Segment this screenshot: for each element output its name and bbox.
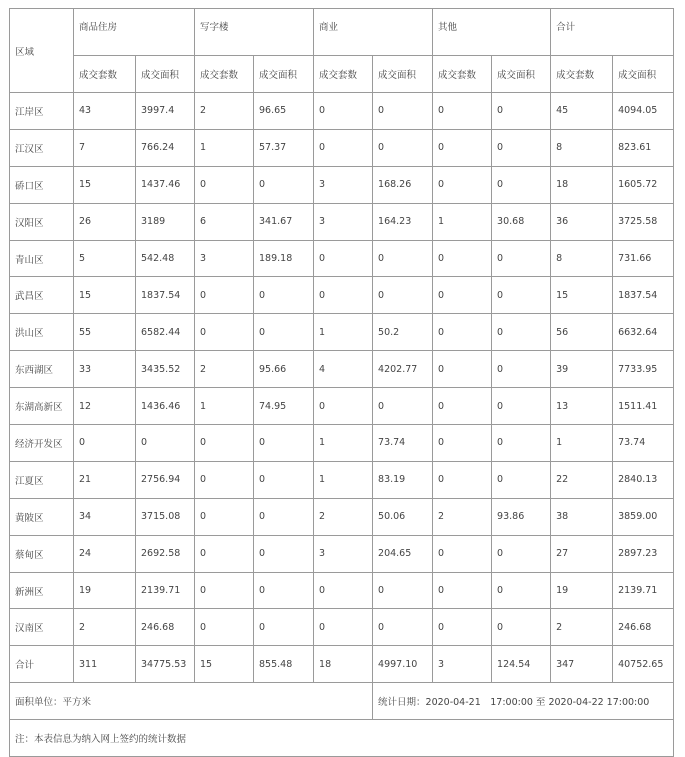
value-cell: 855.48 — [254, 646, 314, 683]
value-cell: 1837.54 — [136, 277, 195, 314]
value-cell: 3 — [433, 646, 492, 683]
value-cell: 22 — [551, 461, 613, 498]
value-cell: 0 — [136, 425, 195, 462]
value-cell: 0 — [492, 609, 551, 646]
value-cell: 246.68 — [613, 609, 674, 646]
value-cell: 15 — [74, 277, 136, 314]
value-cell: 15 — [74, 166, 136, 203]
value-cell: 4094.05 — [613, 93, 674, 130]
total-row — [10, 646, 674, 683]
value-cell: 0 — [195, 498, 254, 535]
value-cell: 0 — [433, 388, 492, 425]
value-cell: 0 — [373, 240, 433, 277]
value-cell: 0 — [195, 572, 254, 609]
value-cell: 3 — [314, 203, 373, 240]
value-cell: 0 — [492, 388, 551, 425]
value-cell: 0 — [195, 535, 254, 572]
value-cell: 3 — [314, 166, 373, 203]
table-row — [10, 314, 674, 351]
table-row — [10, 388, 674, 425]
value-cell: 2 — [74, 609, 136, 646]
value-cell: 0 — [373, 129, 433, 166]
value-cell: 0 — [254, 535, 314, 572]
value-cell: 246.68 — [136, 609, 195, 646]
value-cell: 0 — [254, 166, 314, 203]
value-cell: 0 — [254, 425, 314, 462]
value-cell: 2 — [551, 609, 613, 646]
value-cell: 0 — [195, 425, 254, 462]
value-cell: 43 — [74, 93, 136, 130]
value-cell: 0 — [254, 609, 314, 646]
value-cell: 21 — [74, 461, 136, 498]
value-cell: 93.86 — [492, 498, 551, 535]
value-cell: 3 — [195, 240, 254, 277]
value-cell: 0 — [314, 129, 373, 166]
value-cell: 0 — [254, 572, 314, 609]
value-cell: 0 — [314, 572, 373, 609]
value-cell: 5 — [74, 240, 136, 277]
header-sub-count: 成交套数 — [314, 56, 373, 93]
value-cell: 15 — [195, 646, 254, 683]
region-cell: 江夏区 — [10, 461, 74, 498]
value-cell: 3715.08 — [136, 498, 195, 535]
value-cell: 18 — [551, 166, 613, 203]
value-cell: 57.37 — [254, 129, 314, 166]
value-cell: 0 — [433, 461, 492, 498]
region-cell: 武昌区 — [10, 277, 74, 314]
value-cell: 0 — [254, 498, 314, 535]
header-sub-count: 成交套数 — [433, 56, 492, 93]
value-cell: 2 — [195, 351, 254, 388]
value-cell: 15 — [551, 277, 613, 314]
table-row — [10, 498, 674, 535]
value-cell: 0 — [492, 425, 551, 462]
region-cell: 汉阳区 — [10, 203, 74, 240]
value-cell: 7733.95 — [613, 351, 674, 388]
header-category-total: 合计 — [551, 9, 674, 56]
value-cell: 0 — [314, 93, 373, 130]
value-cell: 6 — [195, 203, 254, 240]
value-cell: 1 — [314, 314, 373, 351]
value-cell: 3859.00 — [613, 498, 674, 535]
region-cell: 江岸区 — [10, 93, 74, 130]
region-cell: 洪山区 — [10, 314, 74, 351]
value-cell: 55 — [74, 314, 136, 351]
table-row — [10, 277, 674, 314]
value-cell: 1436.46 — [136, 388, 195, 425]
value-cell: 341.67 — [254, 203, 314, 240]
table-note: 注：本表信息为纳入网上签约的统计数据 — [10, 720, 674, 757]
value-cell: 19 — [74, 572, 136, 609]
footer-row — [10, 683, 674, 720]
table-row — [10, 240, 674, 277]
value-cell: 0 — [492, 314, 551, 351]
region-cell: 东湖高新区 — [10, 388, 74, 425]
note-row — [10, 720, 674, 757]
value-cell: 0 — [433, 535, 492, 572]
header-sub-count: 成交套数 — [195, 56, 254, 93]
value-cell: 1 — [551, 425, 613, 462]
value-cell: 0 — [492, 129, 551, 166]
value-cell: 189.18 — [254, 240, 314, 277]
value-cell: 26 — [74, 203, 136, 240]
value-cell: 2897.23 — [613, 535, 674, 572]
value-cell: 542.48 — [136, 240, 195, 277]
header-sub-area: 成交面积 — [373, 56, 433, 93]
value-cell: 4202.77 — [373, 351, 433, 388]
value-cell: 0 — [314, 277, 373, 314]
value-cell: 1 — [195, 129, 254, 166]
value-cell: 1 — [195, 388, 254, 425]
region-cell: 蔡甸区 — [10, 535, 74, 572]
header-region: 区域 — [10, 9, 74, 93]
header-sub-area: 成交面积 — [136, 56, 195, 93]
header-category-commercial: 商业 — [314, 9, 433, 56]
value-cell: 0 — [195, 609, 254, 646]
header-sub-count: 成交套数 — [74, 56, 136, 93]
value-cell: 19 — [551, 572, 613, 609]
value-cell: 36 — [551, 203, 613, 240]
value-cell: 7 — [74, 129, 136, 166]
region-cell: 青山区 — [10, 240, 74, 277]
table-row — [10, 351, 674, 388]
value-cell: 8 — [551, 240, 613, 277]
value-cell: 766.24 — [136, 129, 195, 166]
value-cell: 0 — [492, 572, 551, 609]
value-cell: 24 — [74, 535, 136, 572]
value-cell: 1 — [314, 461, 373, 498]
value-cell: 0 — [314, 240, 373, 277]
header-category-office: 写字楼 — [195, 9, 314, 56]
value-cell: 2 — [195, 93, 254, 130]
region-cell: 新洲区 — [10, 572, 74, 609]
value-cell: 50.2 — [373, 314, 433, 351]
stat-date: 统计日期：2020-04-21 17:00:00 至 2020-04-22 17:00:00 — [373, 683, 674, 720]
value-cell: 0 — [492, 166, 551, 203]
header-sub-area: 成交面积 — [492, 56, 551, 93]
value-cell: 1 — [314, 425, 373, 462]
value-cell: 0 — [492, 535, 551, 572]
value-cell: 0 — [433, 166, 492, 203]
value-cell: 2840.13 — [613, 461, 674, 498]
value-cell: 168.26 — [373, 166, 433, 203]
value-cell: 13 — [551, 388, 613, 425]
value-cell: 18 — [314, 646, 373, 683]
table-row — [10, 166, 674, 203]
value-cell: 124.54 — [492, 646, 551, 683]
value-cell: 0 — [254, 277, 314, 314]
value-cell: 1437.46 — [136, 166, 195, 203]
value-cell: 38 — [551, 498, 613, 535]
value-cell: 95.66 — [254, 351, 314, 388]
region-cell: 黄陂区 — [10, 498, 74, 535]
header-sub-area: 成交面积 — [254, 56, 314, 93]
value-cell: 0 — [433, 572, 492, 609]
value-cell: 0 — [433, 129, 492, 166]
region-cell: 合计 — [10, 646, 74, 683]
value-cell: 1837.54 — [613, 277, 674, 314]
table-row — [10, 425, 674, 462]
value-cell: 4 — [314, 351, 373, 388]
header-sub-area: 成交面积 — [613, 56, 674, 93]
value-cell: 0 — [373, 388, 433, 425]
value-cell: 0 — [373, 609, 433, 646]
value-cell: 823.61 — [613, 129, 674, 166]
value-cell: 3 — [314, 535, 373, 572]
area-unit: 面积单位：平方米 — [10, 683, 373, 720]
value-cell: 311 — [74, 646, 136, 683]
region-cell: 江汉区 — [10, 129, 74, 166]
value-cell: 0 — [433, 93, 492, 130]
value-cell: 83.19 — [373, 461, 433, 498]
value-cell: 73.74 — [373, 425, 433, 462]
value-cell: 1511.41 — [613, 388, 674, 425]
region-cell: 硚口区 — [10, 166, 74, 203]
value-cell: 0 — [314, 609, 373, 646]
value-cell: 4997.10 — [373, 646, 433, 683]
header-row-subcolumns — [10, 56, 674, 93]
value-cell: 30.68 — [492, 203, 551, 240]
value-cell: 6632.64 — [613, 314, 674, 351]
value-cell: 0 — [433, 425, 492, 462]
value-cell: 3435.52 — [136, 351, 195, 388]
table-row — [10, 609, 674, 646]
value-cell: 2139.71 — [613, 572, 674, 609]
value-cell: 0 — [195, 277, 254, 314]
value-cell: 27 — [551, 535, 613, 572]
value-cell: 40752.65 — [613, 646, 674, 683]
value-cell: 0 — [433, 351, 492, 388]
value-cell: 0 — [314, 388, 373, 425]
value-cell: 0 — [433, 609, 492, 646]
value-cell: 1 — [433, 203, 492, 240]
value-cell: 0 — [492, 461, 551, 498]
value-cell: 3189 — [136, 203, 195, 240]
value-cell: 0 — [254, 461, 314, 498]
value-cell: 2139.71 — [136, 572, 195, 609]
table-body — [10, 9, 674, 93]
value-cell: 3725.58 — [613, 203, 674, 240]
region-cell: 经济开发区 — [10, 425, 74, 462]
value-cell: 0 — [373, 572, 433, 609]
value-cell: 0 — [74, 425, 136, 462]
table-row — [10, 461, 674, 498]
value-cell: 96.65 — [254, 93, 314, 130]
value-cell: 0 — [433, 240, 492, 277]
table-row — [10, 93, 674, 130]
value-cell: 2756.94 — [136, 461, 195, 498]
value-cell: 0 — [433, 314, 492, 351]
value-cell: 0 — [254, 314, 314, 351]
table-row — [10, 572, 674, 609]
value-cell: 0 — [492, 277, 551, 314]
value-cell: 0 — [373, 93, 433, 130]
value-cell: 204.65 — [373, 535, 433, 572]
value-cell: 73.74 — [613, 425, 674, 462]
value-cell: 3997.4 — [136, 93, 195, 130]
value-cell: 8 — [551, 129, 613, 166]
value-cell: 12 — [74, 388, 136, 425]
value-cell: 45 — [551, 93, 613, 130]
value-cell: 0 — [195, 314, 254, 351]
value-cell: 2 — [433, 498, 492, 535]
region-cell: 东西湖区 — [10, 351, 74, 388]
value-cell: 0 — [195, 166, 254, 203]
table-row — [10, 129, 674, 166]
value-cell: 1605.72 — [613, 166, 674, 203]
value-cell: 56 — [551, 314, 613, 351]
value-cell: 0 — [492, 240, 551, 277]
table-footer — [10, 683, 674, 757]
data-rows — [10, 93, 674, 683]
value-cell: 2692.58 — [136, 535, 195, 572]
value-cell: 0 — [492, 93, 551, 130]
table-row — [10, 203, 674, 240]
transaction-table — [9, 8, 674, 757]
header-row-categories — [10, 9, 674, 56]
header-category-residential: 商品住房 — [74, 9, 195, 56]
value-cell: 39 — [551, 351, 613, 388]
header-category-other: 其他 — [433, 9, 551, 56]
value-cell: 74.95 — [254, 388, 314, 425]
region-cell: 汉南区 — [10, 609, 74, 646]
value-cell: 34775.53 — [136, 646, 195, 683]
value-cell: 0 — [433, 277, 492, 314]
value-cell: 6582.44 — [136, 314, 195, 351]
value-cell: 164.23 — [373, 203, 433, 240]
value-cell: 33 — [74, 351, 136, 388]
header-sub-count: 成交套数 — [551, 56, 613, 93]
value-cell: 2 — [314, 498, 373, 535]
value-cell: 0 — [373, 277, 433, 314]
value-cell: 347 — [551, 646, 613, 683]
table-row — [10, 535, 674, 572]
value-cell: 0 — [195, 461, 254, 498]
value-cell: 0 — [492, 351, 551, 388]
value-cell: 50.06 — [373, 498, 433, 535]
value-cell: 34 — [74, 498, 136, 535]
value-cell: 731.66 — [613, 240, 674, 277]
